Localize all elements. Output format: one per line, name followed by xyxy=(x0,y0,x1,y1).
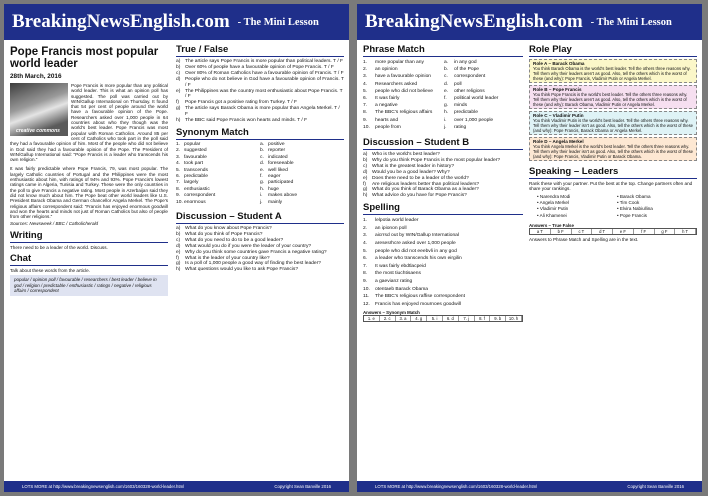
discussion-b-item-letter: h) xyxy=(363,193,368,199)
phrase-start: The BBC's religious affairs xyxy=(375,110,433,116)
article-sources: Sources: Newsweek / BBC / Catholicherald xyxy=(10,221,99,227)
brand-title: BreakingNewsEnglish.com xyxy=(12,11,230,32)
synonym-match: huge xyxy=(268,186,279,192)
answer-cell: 5. i xyxy=(427,316,443,321)
spelling-item xyxy=(363,217,523,225)
discussion-a-item-text: Why do you think some countries gave Francis a negative rating? xyxy=(185,249,327,255)
answer-cell: 1. e xyxy=(364,316,380,321)
chat-heading: Chat xyxy=(10,253,168,266)
role-text: You think Pope Francis is the world's best leader. Tell the others three reasons why. Tell them why their leaders aren't as good. Also, tell the others which is the worst of these (and why): Barack Obama, Vladimir Putin or Angela Merkel. xyxy=(533,92,688,107)
spelling-text: a leader who transcends his own eirgilin xyxy=(375,256,462,262)
phrase-match-heading: Phrase Match xyxy=(363,44,523,57)
phrase-letter: f. xyxy=(444,96,447,102)
synonym-letter: b. xyxy=(260,148,265,154)
role-title: Role B – Pope Francis xyxy=(533,87,582,92)
synonym-number: 4. xyxy=(176,161,181,167)
synonym-number: 9. xyxy=(176,193,181,199)
role-card xyxy=(529,111,697,135)
phrase-end: correspondent xyxy=(454,74,486,80)
exercise-column-1 xyxy=(176,44,344,476)
discussion-a-heading: Discussion – Student A xyxy=(176,211,344,224)
synonym-number: 1. xyxy=(176,141,181,147)
phrase-letter: b. xyxy=(444,67,449,73)
synonym-match: eager xyxy=(268,174,281,179)
footer-copyright: Copyright Sean Banville 2016 xyxy=(274,484,331,489)
footer-copyright-2: Copyright Sean Banville 2016 xyxy=(627,484,684,489)
article-text xyxy=(10,83,168,219)
true-false-item-text: People who do not believe in God have a favourable opinion of Francis. T / F xyxy=(185,76,344,88)
phrase-letter: h. xyxy=(444,110,449,116)
phrase-letter: j. xyxy=(444,124,447,130)
phrase-start: an opinion xyxy=(375,67,398,73)
synonym-word: largely xyxy=(184,180,199,186)
answer-cell: 3. a xyxy=(396,316,412,321)
spelling-text: an ipionon poll xyxy=(375,225,407,231)
synonym-number: 5. xyxy=(176,167,181,173)
answer-cell: e F xyxy=(613,229,634,234)
true-false-item-letter: b) xyxy=(176,64,181,70)
spelling-text: otentaeb Barack Obama xyxy=(375,286,429,292)
spelling-list xyxy=(363,217,523,308)
answer-cell: 4. g xyxy=(411,316,427,321)
role-card xyxy=(529,85,697,109)
discussion-a-item-text: Is a poll of 1,000 people a good way of finding the best leader? xyxy=(185,261,321,267)
answer-cell: 2. c xyxy=(380,316,396,321)
spelling-item xyxy=(363,255,523,263)
leader-item: • Barack Obama xyxy=(617,193,651,199)
true-false-item-letter: h) xyxy=(176,118,181,124)
phrase-start: It was fairly xyxy=(375,96,400,102)
discussion-a-item-letter: e) xyxy=(176,249,181,255)
discussion-a-item xyxy=(176,267,344,273)
true-false-item-text: Over 60% of people have a favourable opinion of Pope Francis. T / F xyxy=(185,64,334,70)
true-false-list xyxy=(176,59,344,124)
discussion-a-item-text: What questions would you like to ask Pope Francis? xyxy=(185,267,299,273)
discussion-b-item-letter: c) xyxy=(363,163,368,169)
spelling-item xyxy=(363,240,523,248)
phrase-number: 4. xyxy=(363,81,368,87)
article-column xyxy=(10,44,168,476)
synonym-match: reporter xyxy=(268,148,286,154)
discussion-a-item-letter: d) xyxy=(176,243,181,249)
discussion-a-item-text: What do you need to do to be a good leader? xyxy=(185,237,284,243)
discussion-b-item-letter: f) xyxy=(363,181,366,187)
synonym-match-table xyxy=(176,142,344,206)
spelling-number: 7. xyxy=(363,263,368,269)
spelling-number: 12. xyxy=(363,301,370,307)
speaking-intro: Rank these with your partner. Put the best at the top. Change partners often and share your rankings. xyxy=(529,181,693,192)
article-paragraph-2: It was fairly predictable where Pope Francis, 79, was most popular. The largely Catholic countries of Portugal and the Philippines were the most enthusiastic about him, with ratings of 94% and 93%. Pope Francis's lowest ratings came in Algeria, Tunisia and Turkey. These were the only countries in the poll to give Francis a negative rating. Most people in Azerbaijan said they did not know much about him. The Pope beat other world leaders like U.S. President Barack Obama and German chancellor Angela Merkel. The Pope's religious affairs correspondent said: "Francis has enjoyed enormous goodwill and won the hearts and minds not just of Roman Catholics but also of people from other religions." xyxy=(10,166,168,220)
phrase-letter: g. xyxy=(444,103,449,109)
phrase-end: poll xyxy=(454,81,462,87)
spelling-item xyxy=(363,286,523,294)
discussion-b-item-text: What advice do you have for Pope Francis? xyxy=(372,193,467,199)
true-false-heading: True / False xyxy=(176,44,344,57)
synonym-number: 3. xyxy=(176,154,181,160)
synonym-word: enthusiastic xyxy=(184,186,210,192)
role-text: You think Barack Obama is the world's best leader. Tell the others three reasons why. Tell them why their leaders aren't as good. Also, tell the others which is the worst of these (and why): Pope Francis, Vladimir Putin or Angela Merkel. xyxy=(533,66,691,81)
exercise-column-2 xyxy=(363,44,523,478)
phrase-start: have a favourable opinion xyxy=(375,74,432,80)
spelling-item xyxy=(363,248,523,256)
synonym-number: 7. xyxy=(176,180,181,186)
spelling-item xyxy=(363,301,523,309)
header-banner-2 xyxy=(357,4,702,40)
true-false-item-letter: f) xyxy=(176,100,179,106)
phrase-start: more popular than any xyxy=(375,60,424,65)
phrase-number: 1. xyxy=(363,60,368,65)
footer-bar-2 xyxy=(357,481,702,492)
spelling-text: the most tiuchtisaens xyxy=(375,271,421,277)
chat-intro: Talk about these words from the article. xyxy=(10,268,90,274)
synonym-letter: h. xyxy=(260,186,265,192)
synonym-word: suggested xyxy=(184,148,207,154)
discussion-a-list xyxy=(176,226,344,273)
synonym-letter: e. xyxy=(260,167,265,173)
phrase-end: predictable xyxy=(454,110,478,116)
lesson-page-1 xyxy=(4,4,349,492)
synonym-word: enormous xyxy=(184,199,206,205)
phrase-number: 3. xyxy=(363,74,368,80)
answers-tf-grid xyxy=(529,228,697,235)
spelling-item xyxy=(363,278,523,286)
header-banner xyxy=(4,4,349,40)
spelling-number: 5. xyxy=(363,248,368,254)
discussion-b-item-letter: a) xyxy=(363,152,368,158)
true-false-item xyxy=(176,106,344,118)
synonym-letter: d. xyxy=(260,161,265,167)
footer-bar xyxy=(4,481,349,492)
discussion-a-item-letter: g) xyxy=(176,261,181,267)
phrase-number: 10. xyxy=(363,124,370,130)
spelling-item xyxy=(363,232,523,240)
answer-cell: g F xyxy=(655,229,676,234)
true-false-item-letter: c) xyxy=(176,70,181,76)
synonym-match: indicated xyxy=(268,154,288,160)
phrase-number: 2. xyxy=(363,67,368,73)
spelling-text: It was fairly ebdtlacpeid xyxy=(375,263,426,269)
phrase-end: over 1,000 people xyxy=(454,117,494,123)
spelling-heading: Spelling xyxy=(363,202,523,215)
spelling-number: 1. xyxy=(363,218,368,224)
synonym-match: positive xyxy=(268,141,285,147)
discussion-a-item-text: What do you know about Pope Francis? xyxy=(185,226,272,232)
mini-lesson-label: - The Mini Lesson xyxy=(237,16,319,28)
answers-note: Answers to Phrase Match and Spelling are in the text. xyxy=(529,237,639,243)
writing-heading: Writing xyxy=(10,230,168,243)
role-play-heading: Role Play xyxy=(529,44,697,57)
answer-cell: c T xyxy=(572,229,593,234)
article-paragraph-1: Pope Francis is more popular than any political world leader. This is what an opinion poll has suggested. The poll was carried out by WIN/Gallup International on Thursday. It found that 54 per cent of people around the world have a favourable opinion of the Pope. Researchers asked over 1,000 people in 64 countries about who they though was the world's best leader. Pope Francis was most popular with Roman Catholics. Around 85 per cent of Catholics who took part in the poll said they had a favourable opinion of him. Most of the people who did not believe in God said they had a favourable opinion of the Pope. The President of WIN/Gallup International said: "Pope Francis is a leader who transcends his own religion." xyxy=(10,83,168,163)
spelling-item xyxy=(363,225,523,233)
synonym-match: mainly xyxy=(268,199,283,205)
footer-link-2[interactable]: LOTS MORE at http://www.breakingnewsenglish.com/1603/160328-world-leader.html xyxy=(375,484,538,489)
answer-cell: f F xyxy=(634,229,655,234)
phrase-start: people who did not believe xyxy=(375,88,433,94)
synonym-letter: i. xyxy=(260,193,263,199)
discussion-b-item-letter: g) xyxy=(363,187,368,193)
answer-cell: b F xyxy=(551,229,572,234)
role-cards xyxy=(529,59,697,161)
discussion-b-item-text: Why do you think Pope Francis is the most popular leader? xyxy=(372,157,501,163)
phrase-letter: c. xyxy=(444,74,448,80)
synonym-letter: f. xyxy=(260,174,263,179)
role-card xyxy=(529,137,697,161)
answer-cell: 7. j xyxy=(459,316,475,321)
synonym-word: correspondent xyxy=(184,193,216,199)
exercise-column-3 xyxy=(529,44,697,478)
synonym-match-heading: Synonym Match xyxy=(176,127,344,140)
spelling-number: 3. xyxy=(363,233,368,239)
footer-link[interactable]: LOTS MORE at http://www.breakingnewsenglish.com/1603/160328-world-leader.html xyxy=(22,484,185,489)
phrase-number: 8. xyxy=(363,110,368,116)
spelling-text: The BBC's religious raffise correspondent xyxy=(375,294,466,300)
spelling-number: 9. xyxy=(363,279,368,285)
true-false-item-letter: a) xyxy=(176,59,181,64)
true-false-item-text: The Philippines was the country most enthusiastic about Pope Francis. T / F xyxy=(185,88,343,100)
discussion-b-item-text: What is the greatest leader in history? xyxy=(372,163,455,169)
phrase-start: Researchers asked xyxy=(375,81,418,87)
spelling-text: aicrrsd out by WIN/Gallup International xyxy=(375,233,459,239)
true-false-item-text: Over 80% of Roman Catholics have a favourable opinion of Francis. T / F xyxy=(185,70,344,76)
synonym-word: transcends xyxy=(184,167,208,173)
discussion-a-item-text: What do you think of Pope Francis? xyxy=(185,231,263,237)
spelling-item xyxy=(363,270,523,278)
discussion-b-item xyxy=(363,193,523,199)
answer-cell: 6. d xyxy=(443,316,459,321)
spelling-number: 6. xyxy=(363,256,368,262)
phrase-start: people from xyxy=(375,124,401,130)
phrase-start: a negative xyxy=(375,103,398,109)
phrase-number: 7. xyxy=(363,103,368,109)
answer-cell: d T xyxy=(592,229,613,234)
synonym-match: well liked xyxy=(268,167,288,173)
phrase-letter: e. xyxy=(444,88,449,94)
spelling-text: aresesrhcre asked over 1,000 people xyxy=(375,241,456,247)
leader-item: • Narendra Modi xyxy=(537,193,571,199)
answers-tf-heading: Answers – True False xyxy=(529,223,574,229)
role-title: Role A – Barack Obama xyxy=(533,61,585,66)
phrase-start: hearts and xyxy=(375,117,399,123)
discussion-a-item-letter: h) xyxy=(176,267,181,273)
article-title: Pope Francis most popular world leader xyxy=(10,46,159,70)
leader-item: • Ali Khamenei xyxy=(537,212,567,218)
phrase-end: political world leader xyxy=(454,96,499,102)
writing-text: There need to be a leader of the world. Discuss. xyxy=(10,244,108,250)
answers-synonym-heading: Answers – Synonym Match xyxy=(363,310,420,316)
leader-item: • Tim Cook xyxy=(617,200,640,205)
phrase-number: 6. xyxy=(363,96,368,102)
phrase-end: minds xyxy=(454,103,468,109)
pope-photo xyxy=(10,83,68,136)
discussion-b-item-text: Who is the world's best leader? xyxy=(372,152,440,158)
phrase-letter: d. xyxy=(444,81,449,87)
discussion-a-item-letter: c) xyxy=(176,237,181,243)
role-text: You think Angela Merkel is the world's best leader. Tell the others three reasons why. Tell them why their leader isn't as good. Also, tell the others which is the worst of these (and why): Pope Francis, Vladimir Putin or Barack Obama. xyxy=(533,144,694,159)
synonym-word: predictable xyxy=(184,174,208,179)
answer-cell: 9. b xyxy=(490,316,506,321)
phrase-number: 5. xyxy=(363,88,368,94)
spelling-number: 2. xyxy=(363,225,368,231)
true-false-item-text: Pope Francis got a positive rating from Turkey. T / F xyxy=(185,100,297,106)
leader-item: • Pope Francis xyxy=(617,212,647,218)
answer-cell: 10. h xyxy=(506,316,522,321)
synonym-word: took part xyxy=(184,161,204,167)
discussion-b-item-text: Does there need to be a leader of the world? xyxy=(372,175,469,181)
discussion-b-item-letter: e) xyxy=(363,175,368,181)
discussion-b-item-text: What do you think of Barack Obama as a leader? xyxy=(372,187,479,193)
article-date: 28th March, 2016 xyxy=(10,73,62,80)
spelling-text: people who did not eeebvli in any god xyxy=(375,248,457,254)
leader-item: • Vladimir Putin xyxy=(537,206,569,212)
true-false-item-text: The article says Pope Francis is more popular than political leaders. T / F xyxy=(185,59,344,64)
true-false-item-text: The article says Barack Obama is more popular than Angela Merkel. T / F xyxy=(185,106,340,118)
synonym-number: 6. xyxy=(176,174,181,179)
synonym-letter: g. xyxy=(260,180,265,186)
true-false-item-text: The BBC said Pope Francis won hearts and minds. T / F xyxy=(185,118,308,124)
synonym-letter: j. xyxy=(260,199,263,205)
discussion-b-heading: Discussion – Student B xyxy=(363,137,523,150)
discussion-b-list xyxy=(363,152,523,199)
synonym-number: 2. xyxy=(176,148,181,154)
phrase-number: 9. xyxy=(363,117,368,123)
discussion-a-item-letter: a) xyxy=(176,226,181,232)
role-title: Role D – Angela Merkel xyxy=(533,139,584,144)
lesson-page-2 xyxy=(357,4,702,492)
phrase-end: of the Pope xyxy=(454,67,480,73)
mini-lesson-label-2: - The Mini Lesson xyxy=(590,16,672,28)
synonym-letter: a. xyxy=(260,141,265,147)
spelling-text: a gaevianz rating xyxy=(375,279,413,285)
answers-synonym-grid xyxy=(363,315,523,322)
spelling-text: Francis has enjoyed mournoes goodwill xyxy=(375,301,461,307)
synonym-letter: c. xyxy=(260,154,264,160)
discussion-b-item-text: Are religious leaders better than political leaders? xyxy=(372,181,480,187)
true-false-item xyxy=(176,77,344,89)
spelling-item xyxy=(363,293,523,301)
photo-caption: creative commons xyxy=(16,127,60,134)
spelling-number: 11. xyxy=(363,294,370,300)
synonym-number: 10. xyxy=(176,199,183,205)
synonym-match: participated xyxy=(268,180,294,186)
discussion-a-item-text: What would you do if you were the leader of your country? xyxy=(185,243,312,249)
discussion-b-item-text: Would you be a good leader? Why? xyxy=(372,169,450,175)
discussion-b-item-letter: b) xyxy=(363,157,368,163)
brand-title-2: BreakingNewsEnglish.com xyxy=(365,11,583,32)
discussion-a-item-text: What is the leader of your country like? xyxy=(185,255,270,261)
phrase-letter: a. xyxy=(444,60,449,65)
spelling-text: lelpotia world leader xyxy=(375,218,419,224)
synonym-word: favourable xyxy=(184,154,207,160)
spelling-number: 8. xyxy=(363,271,368,277)
synonym-number: 8. xyxy=(176,186,181,192)
answer-cell: h T xyxy=(675,229,696,234)
spelling-item xyxy=(363,263,523,271)
true-false-item-letter: g) xyxy=(176,106,181,112)
phrase-match-table xyxy=(363,59,523,131)
role-card xyxy=(529,59,697,83)
phrase-letter: i. xyxy=(444,117,447,123)
phrase-end: in any god xyxy=(454,60,477,65)
discussion-a-item-letter: b) xyxy=(176,231,181,237)
true-false-item-letter: e) xyxy=(176,88,181,94)
chat-words: popular / opinion poll / favourable / researchers / best leader / believe in god / religion / predictable / enthusiastic / ratings / negative / religious affairs / correspondent xyxy=(10,275,168,296)
synonym-match: makes above xyxy=(268,193,298,199)
phrase-end: rating xyxy=(454,124,467,130)
true-false-item xyxy=(176,89,344,101)
phrase-end: other religions xyxy=(454,88,485,94)
discussion-a-item-letter: f) xyxy=(176,255,179,261)
answer-cell: a T xyxy=(530,229,551,234)
leader-item: • Angela Merkel xyxy=(537,200,569,205)
synonym-word: popular xyxy=(184,141,201,147)
spelling-number: 10. xyxy=(363,286,370,292)
spelling-number: 4. xyxy=(363,241,368,247)
answer-cell: 8. f xyxy=(475,316,491,321)
leader-item: • Elvira Nabiullina xyxy=(617,206,653,212)
true-false-item-letter: d) xyxy=(176,76,181,82)
role-text: You think Vladimir Putin is the world's best leader. Tell the others three reasons why. Tell them why their leader isn't as good. Also, tell the others which is the worst of these (and why): Pope Francis, Barack Obama or Angela Merkel. xyxy=(533,118,694,133)
synonym-match: foreseeable xyxy=(268,161,294,167)
true-false-item xyxy=(176,118,344,124)
leader-list xyxy=(529,194,697,220)
discussion-b-item-letter: d) xyxy=(363,169,368,175)
speaking-heading: Speaking – Leaders xyxy=(529,166,697,179)
role-title: Role C – Vladimir Putin xyxy=(533,113,584,118)
